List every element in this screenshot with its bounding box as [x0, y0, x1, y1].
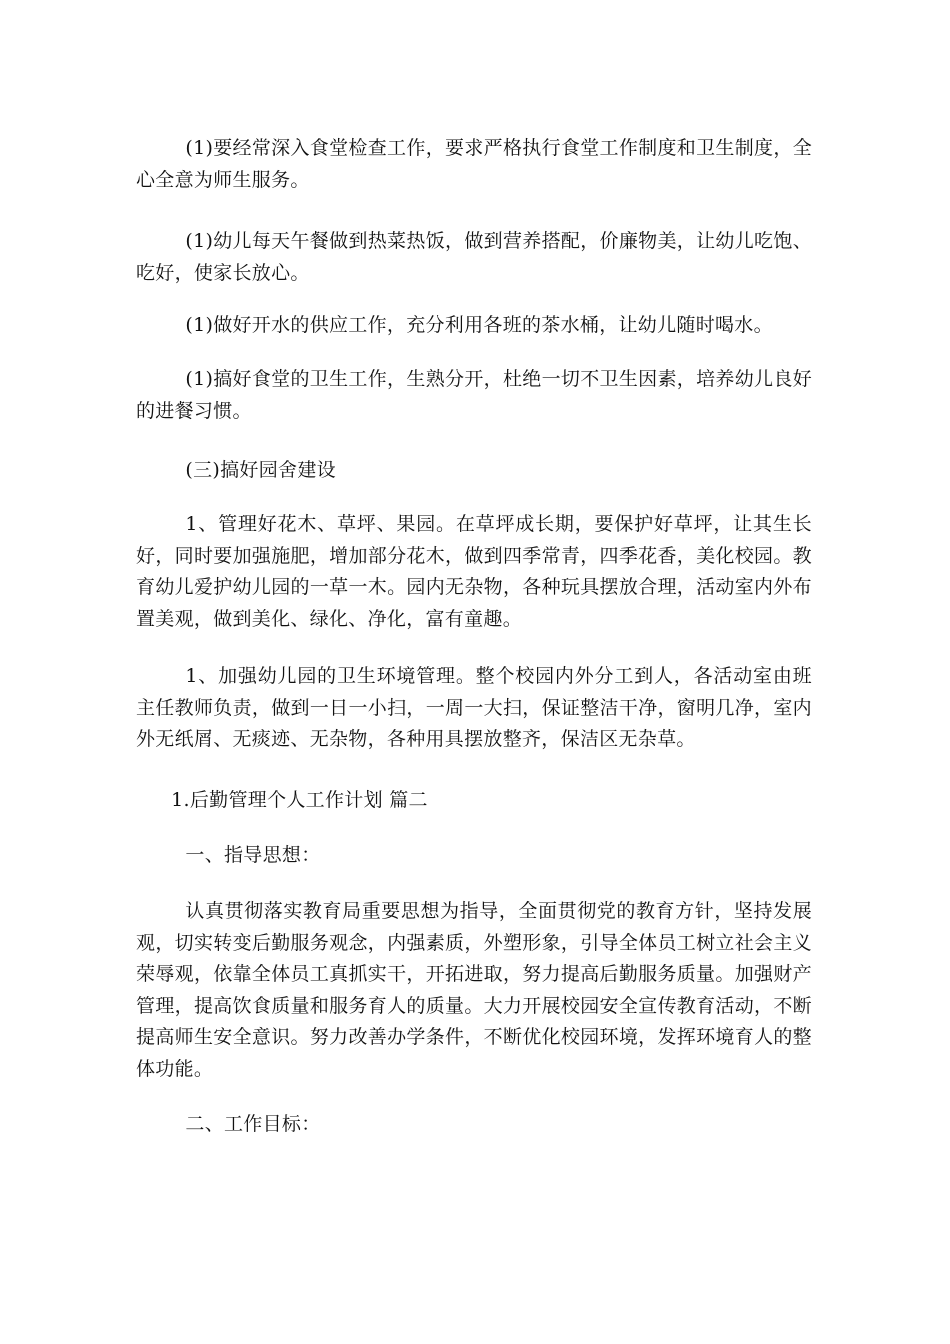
paragraph-water-supply: (1)做好开水的供应工作，充分利用各班的茶水桶，让幼儿随时喝水。	[185, 314, 773, 336]
paragraph-canteen-inspection: (1)要经常深入食堂检查工作，要求严格执行食堂工作制度和卫生制度，全心全意为师生服务。	[136, 137, 812, 191]
paragraph-greenery: 1、管理好花木、草坪、果园。在草坪成长期，要保护好草坪，让其生长好，同时要加强施肥，增加部分花木，做到四季常青，四季花香，美化校园。教育幼儿爱护幼儿园的一草一木。园内无杂物，各种玩具摆放合理，活动室内外布置美观，做到美化、绿化、净化，富有童趣。	[136, 513, 812, 630]
section-heading-guiding-ideology: 一、指导思想：	[185, 844, 321, 866]
paragraph-canteen-hygiene: (1)搞好食堂的卫生工作，生熟分开，杜绝一切不卫生因素，培养幼儿良好的进餐习惯。	[136, 368, 812, 422]
section-heading-campus: (三)搞好园舍建设	[185, 459, 336, 481]
paragraph-lunch: (1)幼儿每天午餐做到热菜热饭，做到营养搭配，价廉物美，让幼儿吃饱、吃好，使家长放心。	[136, 230, 812, 284]
section-heading-work-goals: 二、工作目标：	[185, 1113, 321, 1135]
paragraph-sanitation: 1、加强幼儿园的卫生环境管理。整个校园内外分工到人，各活动室由班主任教师负责，做到一日一小扫，一周一大扫，保证整洁干净，窗明几净，室内外无纸屑、无痰迹、无杂物，各种用具摆放整齐，保洁区无杂草。	[136, 665, 812, 750]
document-title-part-two: 1.后勤管理个人工作计划 篇二	[171, 789, 428, 811]
paragraph-guiding-ideology: 认真贯彻落实教育局重要思想为指导，全面贯彻党的教育方针，坚持发展观，切实转变后勤服务观念，内强素质，外塑形象，引导全体员工树立社会主义荣辱观，依靠全体员工真抓实干，开拓进取，努力提高后勤服务质量。加强财产管理，提高饮食质量和服务育人的质量。大力开展校园安全宣传教育活动，不断提高师生安全意识。努力改善办学条件，不断优化校园环境，发挥环境育人的整体功能。	[136, 900, 812, 1080]
